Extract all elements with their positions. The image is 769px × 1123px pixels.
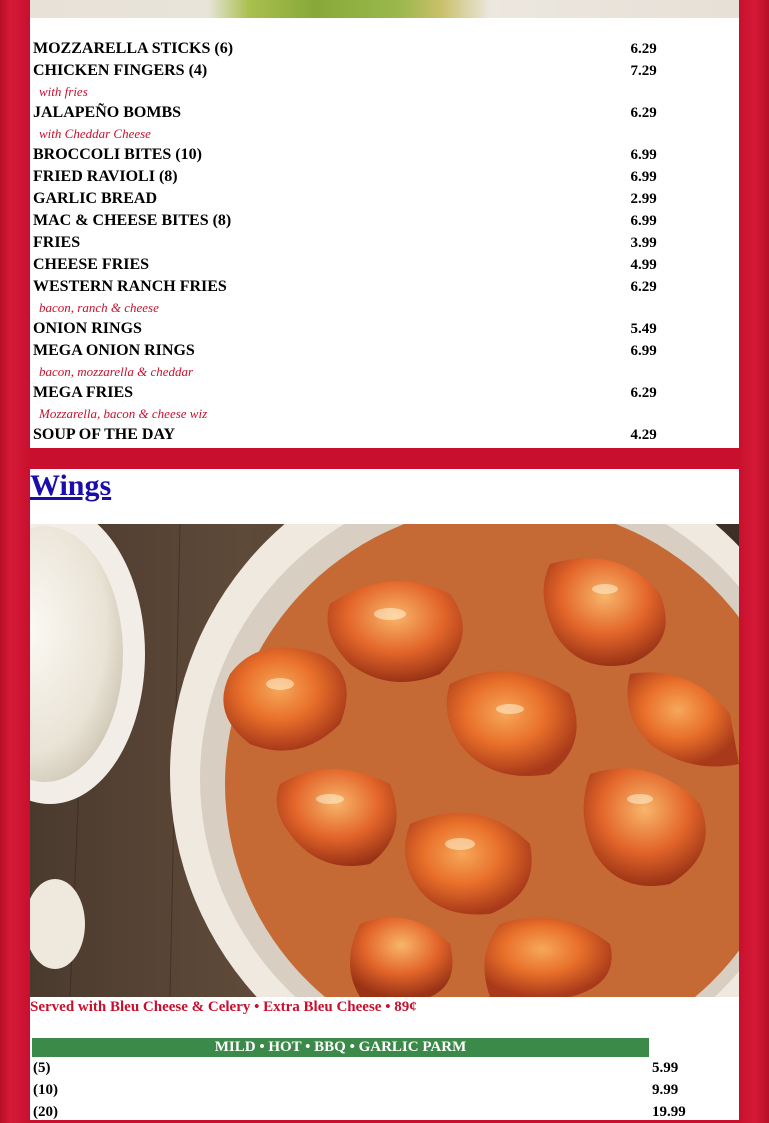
menu-item-description-row: [30, 362, 739, 382]
menu-item-row: [30, 102, 739, 124]
menu-item-name: MOZZARELLA STICKS (6): [33, 40, 234, 57]
menu-item-price: 6.99: [630, 146, 657, 163]
menu-item-price: 6.29: [630, 384, 657, 401]
menu-item-row: [30, 188, 739, 210]
menu-item-row: [30, 60, 739, 82]
menu-item-name: BROCCOLI BITES (10): [33, 146, 202, 163]
menu-item-name: JALAPEÑO BOMBS: [33, 104, 182, 121]
menu-item-name: SOUP OF THE DAY: [33, 426, 176, 443]
menu-item-row: [30, 382, 739, 404]
menu-item-description: bacon, ranch & cheese: [39, 300, 159, 315]
menu-item-row: [30, 276, 739, 298]
menu-item-name: MAC & CHEESE BITES (8): [33, 212, 232, 229]
wing-size-row: [32, 1057, 732, 1079]
wing-size-label: (5): [33, 1059, 51, 1076]
wing-size-price: 19.99: [652, 1103, 686, 1120]
menu-item-row: [30, 144, 739, 166]
menu-item-description-row: [30, 298, 739, 318]
wings-heading-link[interactable]: Wings: [30, 469, 112, 502]
menu-item-name: MEGA FRIES: [33, 384, 134, 401]
menu-item-name: FRIED RAVIOLI (8): [33, 168, 178, 185]
menu-item-price: 4.99: [630, 256, 657, 273]
menu-item-price: 5.49: [630, 320, 657, 337]
menu-item-row: [30, 210, 739, 232]
menu-item-row: [30, 232, 739, 254]
menu-item-row: [30, 166, 739, 188]
menu-item-price: 4.29: [630, 426, 657, 443]
wing-size-price: 9.99: [652, 1081, 679, 1098]
menu-item-price: 6.99: [630, 342, 657, 359]
menu-item-description: with fries: [39, 84, 88, 99]
menu-item-row: [30, 38, 739, 60]
menu-item-description: bacon, mozzarella & cheddar: [39, 364, 194, 379]
menu-item-name: CHEESE FRIES: [33, 256, 150, 273]
menu-item-price: 6.29: [630, 104, 657, 121]
menu-item-description-row: [30, 82, 739, 102]
appetizers-panel: [30, 0, 739, 448]
wing-flavors-bar: MILD • HOT • BBQ • GARLIC PARM: [32, 1038, 649, 1057]
wing-size-price: 5.99: [652, 1059, 679, 1076]
menu-item-row: [30, 340, 739, 362]
menu-item-price: 6.99: [630, 212, 657, 229]
wing-size-label: (20): [33, 1103, 58, 1120]
appetizer-menu-table: [30, 38, 739, 446]
menu-item-name: CHICKEN FINGERS (4): [33, 62, 208, 79]
menu-item-row: [30, 318, 739, 340]
menu-item-name: ONION RINGS: [33, 320, 142, 337]
menu-item-description: with Cheddar Cheese: [39, 126, 151, 141]
menu-item-price: 6.99: [630, 168, 657, 185]
menu-item-price: 3.99: [630, 234, 657, 251]
menu-item-name: MEGA ONION RINGS: [33, 342, 195, 359]
menu-item-name: GARLIC BREAD: [33, 190, 158, 207]
menu-item-description-row: [30, 124, 739, 144]
menu-item-row: [30, 254, 739, 276]
menu-item-name: WESTERN RANCH FRIES: [33, 278, 227, 295]
menu-item-price: 6.29: [630, 278, 657, 295]
wing-size-row: [32, 1079, 732, 1101]
appetizer-photo: [30, 0, 739, 18]
wings-photo: [30, 524, 739, 997]
wings-served-note: Served with Bleu Cheese & Celery • Extra Bleu Cheese • 89¢: [30, 999, 417, 1015]
menu-item-row: [30, 424, 739, 446]
wing-size-label: (10): [33, 1081, 58, 1098]
menu-item-name: FRIES: [33, 234, 81, 251]
menu-item-price: 7.29: [630, 62, 657, 79]
wings-panel: [30, 469, 739, 1120]
menu-item-description: Mozzarella, bacon & cheese wiz: [39, 406, 208, 421]
menu-item-description-row: [30, 404, 739, 424]
menu-item-price: 6.29: [630, 40, 657, 57]
wings-price-table: [32, 1038, 732, 1123]
menu-item-price: 2.99: [630, 190, 657, 207]
